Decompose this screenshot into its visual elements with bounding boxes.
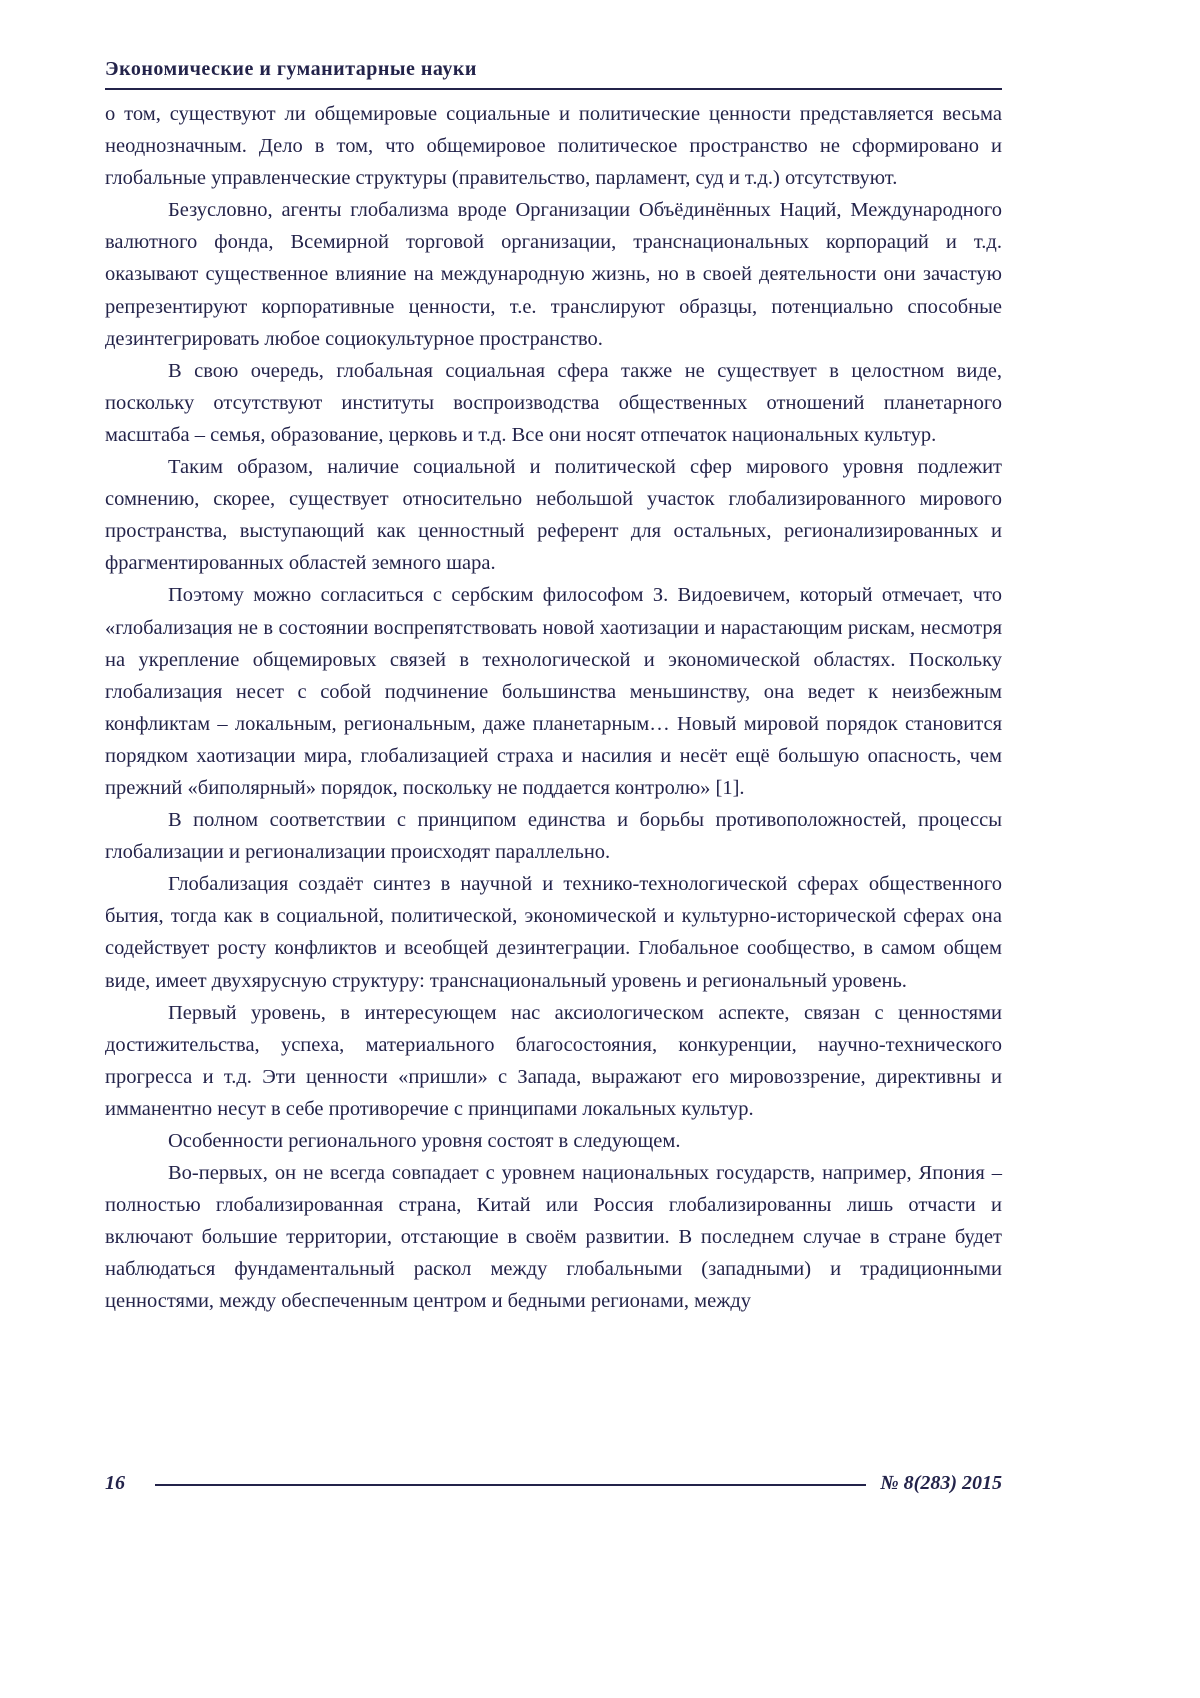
paragraph: Поэтому можно согласиться с сербским философом З. Видоевичем, который отмечает, что «глобализация не в состоянии воспрепятствовать новой хаотизации и нарастающим рискам, несмотря на укрепление общемировых связей в технологической и экономической областях. Поскольку глобализация несет с собой подчинение большинства меньшинству, она ведет к неизбежным конфликтам – локальным, региональным, даже планетарным… Новый мировой порядок становится порядком хаотизации мира, глобализацией страха и насилия и несёт ещё большую опасность, чем прежний «биполярный» порядок, поскольку не поддается контролю» [1]. xyxy=(105,584,1002,799)
paragraph: Безусловно, агенты глобализма вроде Организации Объёдинённых Наций, Международного валютного фонда, Всемирной торговой организации, транснациональных корпораций и т.д. оказывают существенное влияние на международную жизнь, но в своей деятельности они зачастую репрезентируют корпоративные ценности, т.е. транслируют образцы, потенциально способные дезинтегрировать любое социокультурное пространство. xyxy=(105,199,1002,350)
page-number: 16 xyxy=(105,1472,125,1494)
paragraph: Таким образом, наличие социальной и политической сфер мирового уровня подлежит сомнению, скорее, существует относительно небольшой участок глобализированного мирового пространства, выступающий как ценностный референт для остальных, регионализированных и фрагментированных областей земного шара. xyxy=(105,456,1002,575)
paragraph: Первый уровень, в интересующем нас аксиологическом аспекте, связан с ценностями достижительства, успеха, материального благосостояния, конкуренции, научно-технического прогресса и т.д. Эти ценности «пришли» с Запада, выражают его мировоззрение, директивны и имманентно несут в себе противоречие с принципами локальных культур. xyxy=(105,1001,1002,1120)
footer-rule xyxy=(155,1484,866,1486)
paragraph: Во-первых, он не всегда совпадает с уровнем национальных государств, например, Япония – полностью глобализированная страна, Китай или Россия глобализированны лишь отчасти и включают большие территории, отстающие в своём развитии. В последнем случае в стране будет наблюдаться фундаментальный раскол между глобальными (западными) и традиционными ценностями, между обеспеченным центром и бедными регионами, между xyxy=(105,1162,1002,1313)
paragraph: В полном соответствии с принципом единства и борьбы противоположностей, процессы глобализации и регионализации происходят параллельно. xyxy=(105,809,1002,864)
running-head-title: Экономические и гуманитарные науки xyxy=(105,58,477,80)
paragraph: Глобализация создаёт синтез в научной и технико-технологической сферах общественного бытия, тогда как в социальной, политической, экономической и культурно-исторической сферах она содействует росту конфликтов и всеобщей дезинтеграции. Глобальное сообщество, в самом общем виде, имеет двухярусную структуру: транснациональный уровень и региональный уровень. xyxy=(105,873,1002,992)
paragraph: Особенности регионального уровня состоят в следующем. xyxy=(168,1130,681,1152)
page-footer xyxy=(105,1472,1002,1495)
article-body xyxy=(105,98,1002,1318)
paragraph: В свою очередь, глобальная социальная сфера также не существует в целостном виде, поскольку отсутствуют институты воспроизводства общественных отношений планетарного масштаба – семья, образование, церковь и т.д. Все они носят отпечаток национальных культур. xyxy=(105,359,1002,446)
page-header xyxy=(105,58,1002,90)
issue-label: № 8(283) 2015 xyxy=(880,1472,1002,1494)
paragraph: о том, существуют ли общемировые социальные и политические ценности представляется весьма неоднозначным. Дело в том, что общемировое политическое пространство не сформировано и глобальные управленческие структуры (правительство, парламент, суд и т.д.) отсутствуют. xyxy=(105,103,1002,190)
